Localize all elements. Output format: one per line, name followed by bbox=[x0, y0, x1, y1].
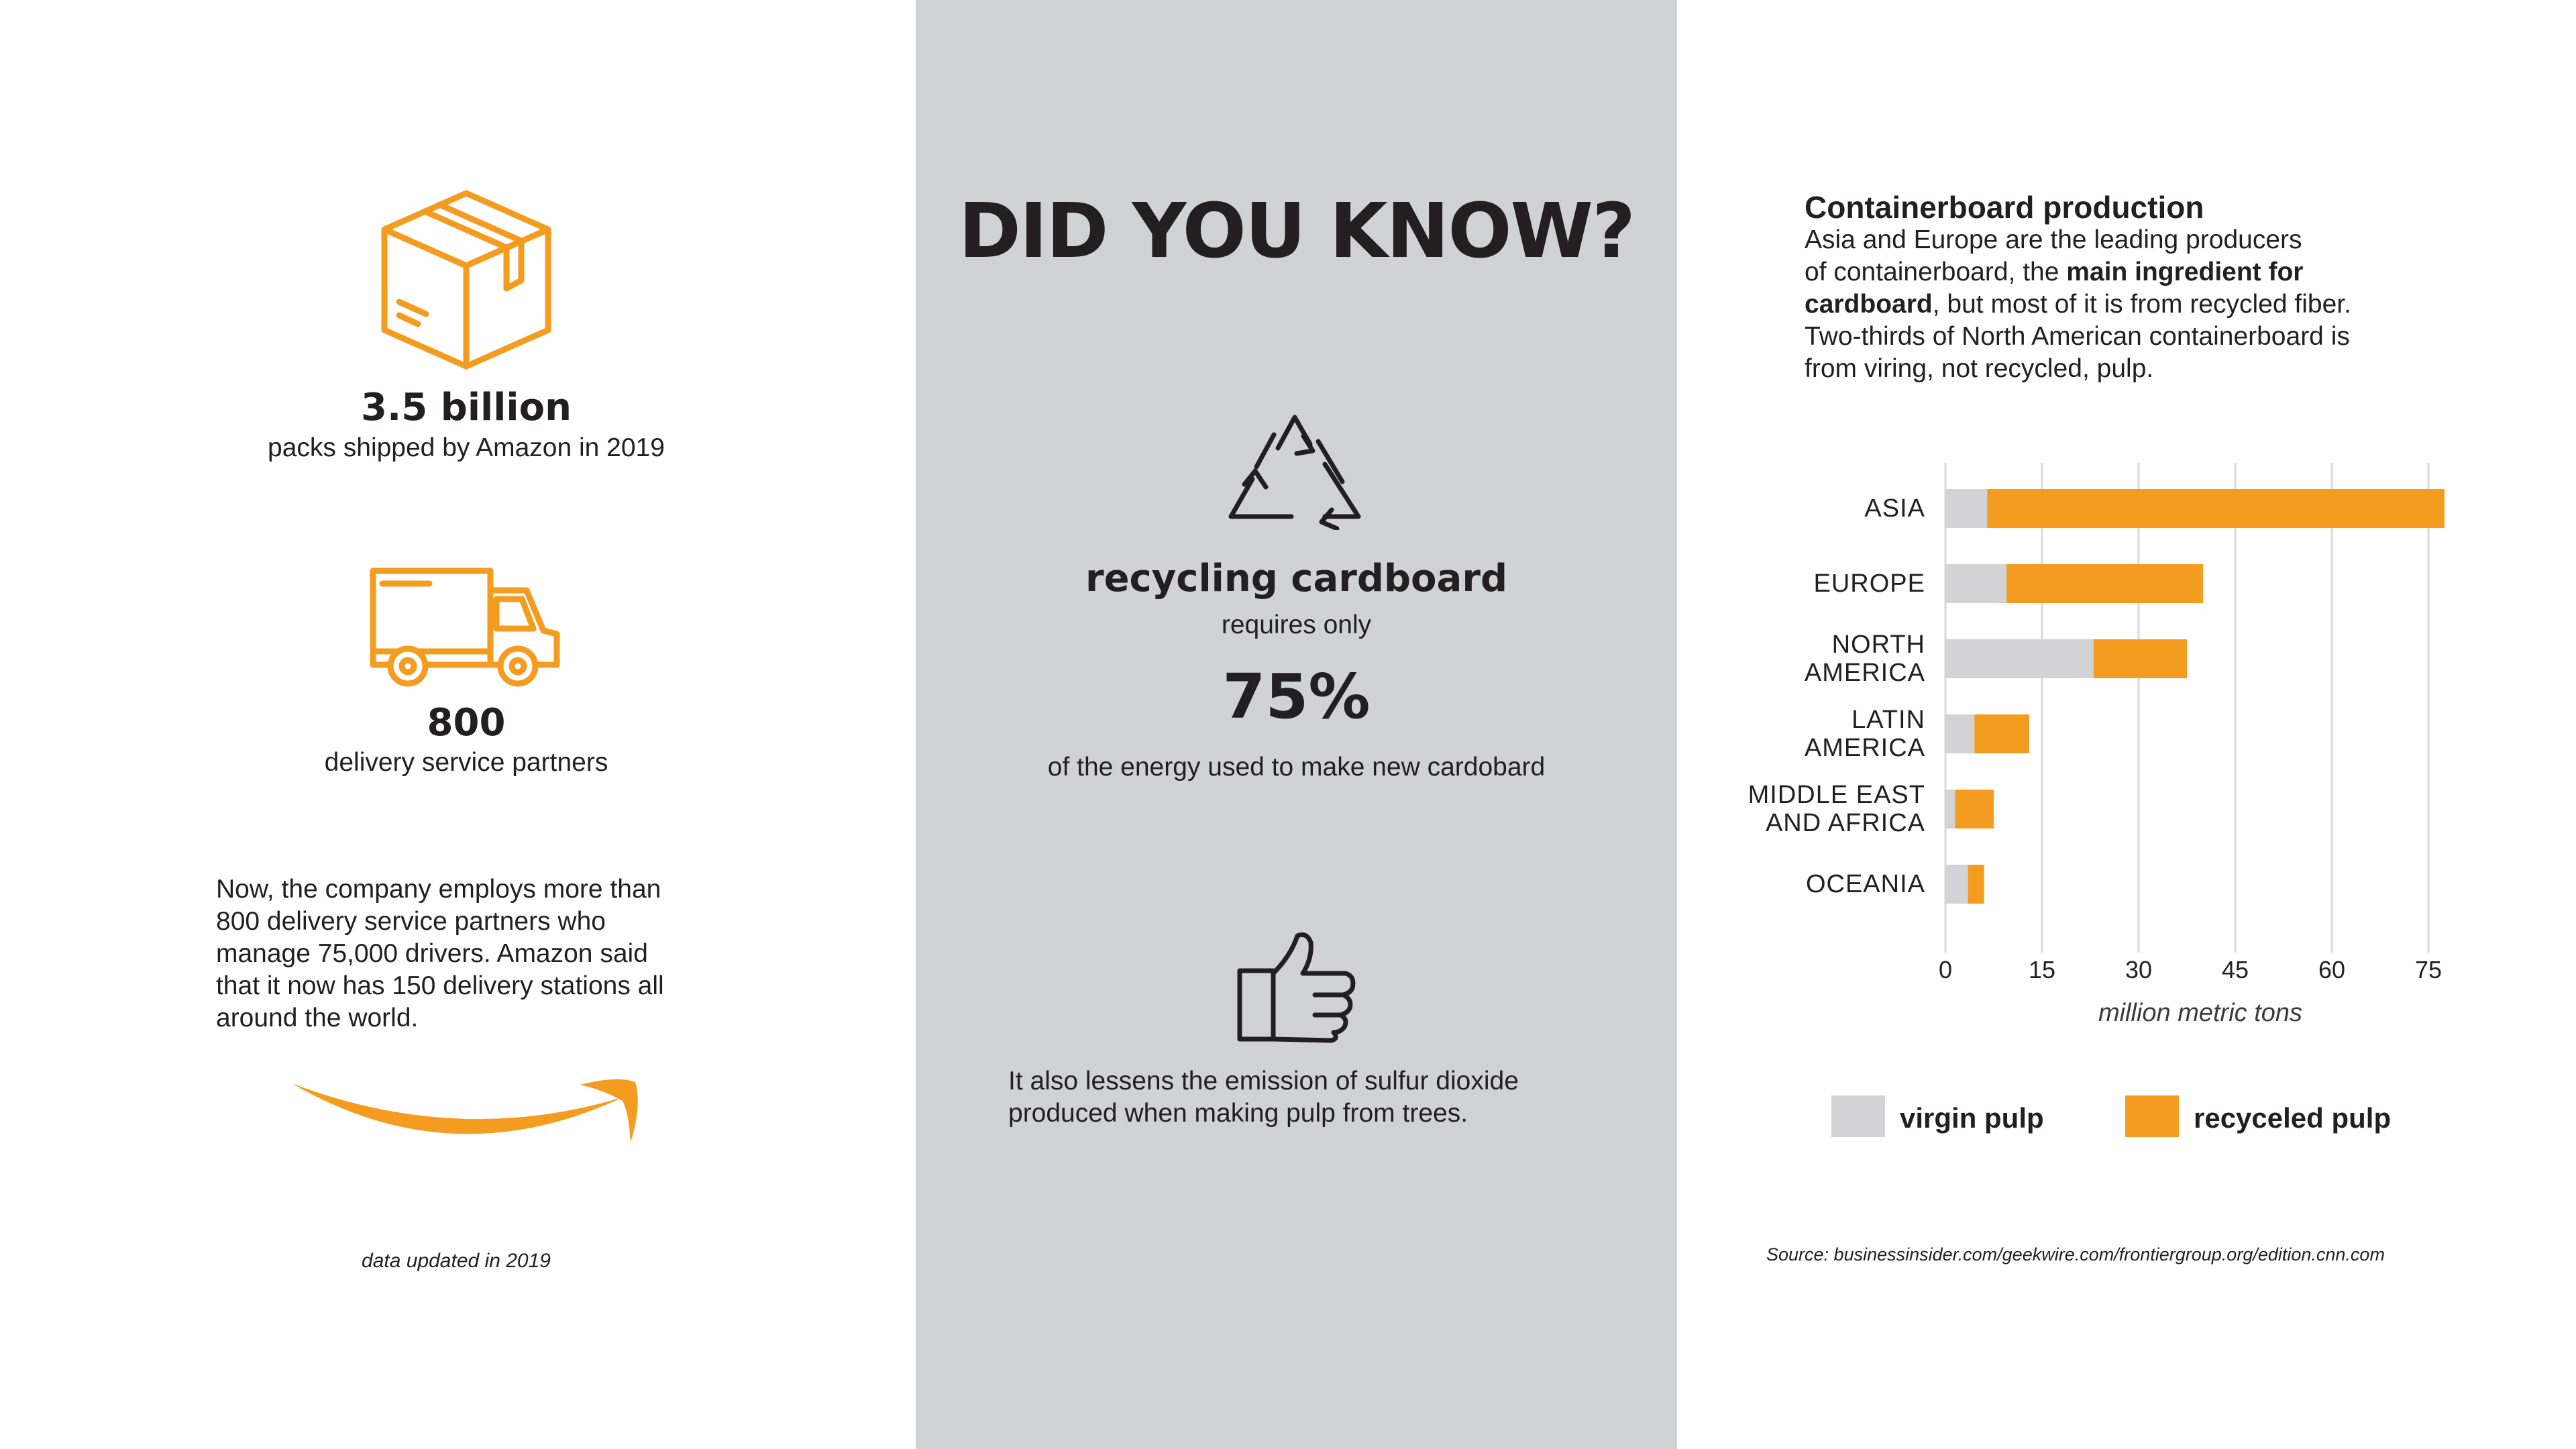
delivery-truck-icon bbox=[369, 567, 564, 688]
legend-swatch-virgin bbox=[1831, 1095, 1885, 1137]
amazon-paragraph bbox=[216, 873, 766, 1034]
legend-swatch-recycled bbox=[2125, 1095, 2179, 1137]
chart-title: Containerboard production bbox=[1805, 190, 2204, 225]
thumbs-up-icon bbox=[1234, 929, 1358, 1043]
paragraph-line: manage 75,000 drivers. Amazon said bbox=[216, 939, 648, 968]
category-label: NORTH bbox=[1831, 631, 1925, 659]
packages-stat-value: 3.5 billion bbox=[361, 386, 572, 429]
source-note: Source: businessinsider.com/geekwire.com/frontiergroup.org/edition.cnn.com bbox=[1766, 1244, 2385, 1265]
bar-recycled bbox=[2006, 564, 2203, 603]
sulfur-line: It also lessens the emission of sulfur dioxide bbox=[1008, 1067, 1519, 1095]
category-label: AMERICA bbox=[1804, 659, 1925, 687]
bar-virgin bbox=[1945, 714, 1974, 753]
description-line: of containerboard, the main ingredient for bbox=[1805, 258, 2304, 286]
x-tick-label: 45 bbox=[2221, 956, 2249, 983]
containerboard-chart bbox=[1744, 456, 2482, 1046]
page-headline: DID YOU KNOW? bbox=[958, 188, 1635, 275]
legend-label-recycled: recyceled pulp bbox=[2194, 1102, 2392, 1134]
amazon-smile-icon bbox=[285, 1070, 647, 1164]
partners-stat-value: 800 bbox=[427, 701, 506, 745]
paragraph-line: that it now has 150 delivery stations all bbox=[216, 971, 664, 1000]
paragraph-line: Now, the company employs more than bbox=[216, 875, 661, 904]
energy-percent: 75% bbox=[1222, 661, 1371, 733]
paragraph-line: around the world. bbox=[216, 1004, 419, 1032]
legend-label-virgin: virgin pulp bbox=[1900, 1102, 2044, 1134]
bar-recycled bbox=[2094, 639, 2187, 678]
chart-description bbox=[1805, 224, 2475, 385]
x-tick-label: 75 bbox=[2414, 956, 2443, 983]
category-label: MIDDLE EAST bbox=[1748, 781, 1925, 809]
x-axis-label: million metric tons bbox=[2098, 999, 2303, 1027]
description-line: cardboard, but most of it is from recycled fiber. bbox=[1805, 290, 2351, 319]
bar-virgin bbox=[1945, 865, 1968, 904]
sulfur-dioxide-text bbox=[1008, 1065, 1519, 1130]
bar-virgin bbox=[1945, 639, 2094, 678]
packages-stat-label: packs shipped by Amazon in 2019 bbox=[268, 433, 665, 462]
recycle-icon bbox=[1224, 409, 1365, 530]
partners-stat-label: delivery service partners bbox=[324, 748, 608, 777]
paragraph-line: 800 delivery service partners who bbox=[216, 907, 606, 936]
x-tick-label: 0 bbox=[1938, 956, 1953, 983]
cardboard-box-icon bbox=[379, 188, 553, 372]
bar-recycled bbox=[1974, 714, 2029, 753]
category-label: OCEANIA bbox=[1805, 870, 1925, 898]
energy-text: of the energy used to make new cardobard bbox=[1047, 753, 1546, 782]
description-line: Two-thirds of North American containerboard is bbox=[1805, 322, 2350, 351]
data-updated-note: data updated in 2019 bbox=[362, 1250, 551, 1272]
category-label: AND AFRICA bbox=[1765, 809, 1925, 837]
bar-virgin bbox=[1945, 564, 2006, 603]
x-tick-label: 30 bbox=[2125, 956, 2153, 983]
bar-recycled bbox=[1968, 865, 1984, 904]
bar-recycled bbox=[1955, 790, 1994, 828]
description-line: Asia and Europe are the leading producers bbox=[1805, 225, 2302, 254]
sulfur-line: produced when making pulp from trees. bbox=[1008, 1099, 1468, 1128]
description-line: from viring, not recycled, pulp. bbox=[1805, 354, 2154, 383]
category-label: ASIA bbox=[1864, 494, 1925, 523]
requires-only-text: requires only bbox=[1221, 610, 1372, 639]
x-tick-label: 60 bbox=[2318, 956, 2346, 983]
bar-virgin bbox=[1945, 790, 1955, 828]
category-label: LATIN bbox=[1851, 706, 1925, 734]
recycling-title: recycling cardboard bbox=[1085, 557, 1508, 600]
bar-virgin bbox=[1945, 489, 1987, 528]
category-label: AMERICA bbox=[1804, 734, 1925, 762]
category-label: EUROPE bbox=[1813, 570, 1925, 598]
x-tick-label: 15 bbox=[2028, 956, 2056, 983]
bar-recycled bbox=[1987, 489, 2445, 528]
